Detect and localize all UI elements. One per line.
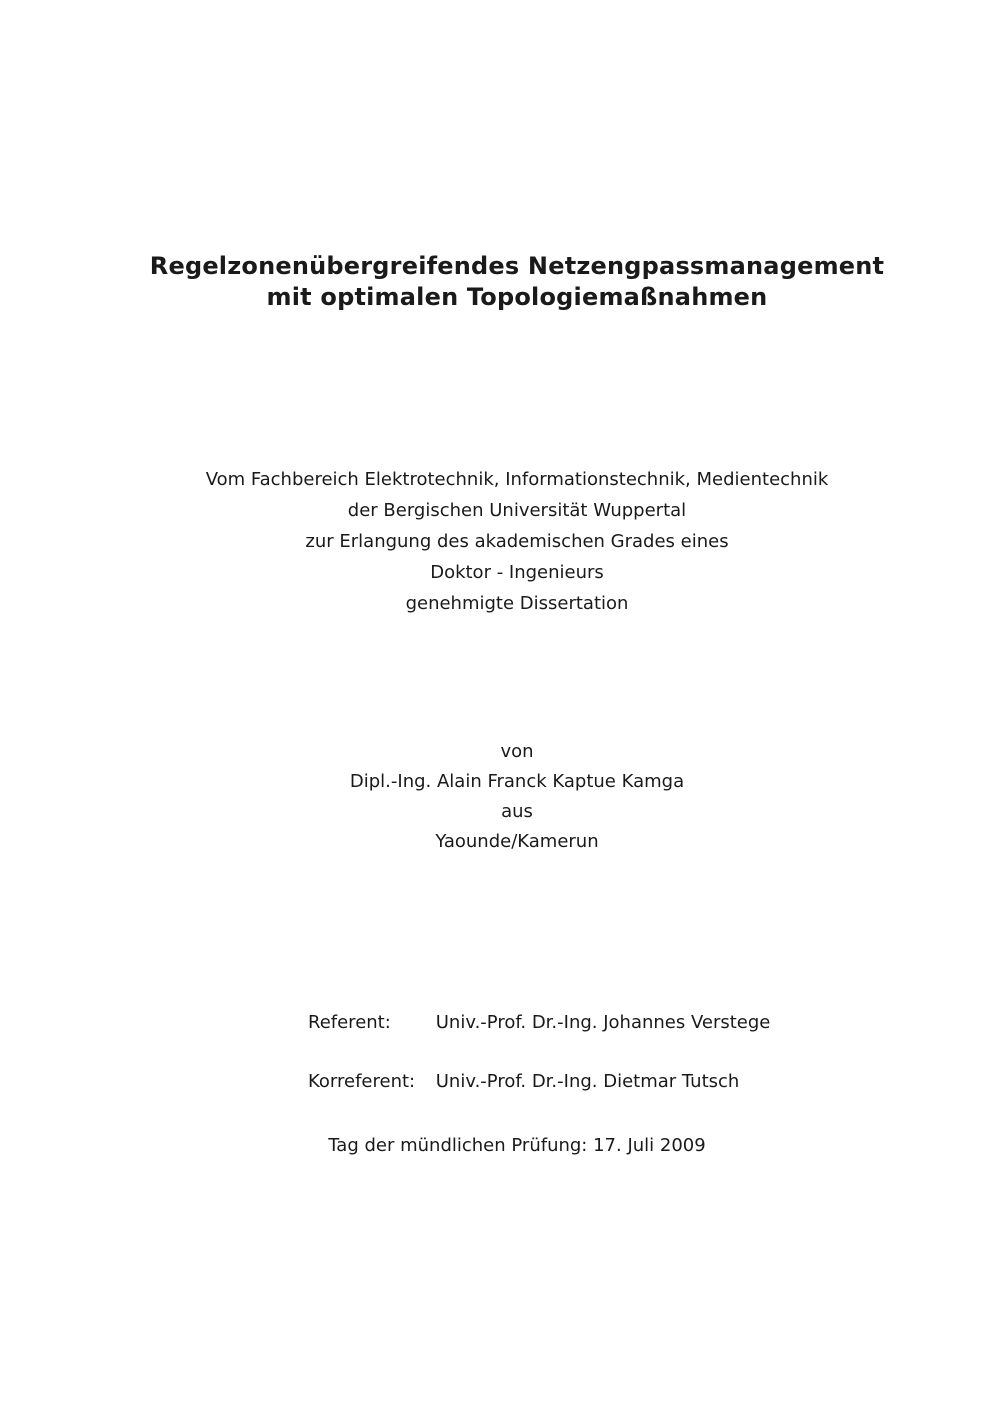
referent-name: Univ.-Prof. Dr.-Ing. Johannes Verstege [435,1012,771,1033]
korreferent-label: Korreferent: [308,1071,416,1092]
faculty-line-dissertation: genehmigte Dissertation [405,593,629,614]
referent-label: Referent: [308,1012,391,1033]
document-title-line-2: mit optimalen Topologiemaßnahmen [266,283,768,311]
referent-row [308,1011,770,1035]
korreferent-row [308,1070,739,1094]
faculty-line-degree-name: Doktor - Ingenieurs [430,562,604,583]
faculty-statement-block [34,464,1000,619]
author-preposition-von: von [500,741,534,762]
author-origin: Yaounde/Kamerun [435,831,599,852]
author-name: Dipl.-Ing. Alain Franck Kaptue Kamga [349,771,685,792]
author-preposition-aus: aus [501,801,533,822]
faculty-line-university: der Bergischen Universität Wuppertal [347,500,687,521]
faculty-line-degree-purpose: zur Erlangung des akademischen Grades eines [305,531,729,552]
author-block [34,737,1000,857]
korreferent-name: Univ.-Prof. Dr.-Ing. Dietmar Tutsch [435,1071,740,1092]
faculty-line-department: Vom Fachbereich Elektrotechnik, Informationstechnik, Medientechnik [205,469,829,490]
document-title [34,251,1000,313]
defense-date-line: Tag der mündlichen Prüfung: 17. Juli 2009 [328,1135,706,1156]
document-title-line-1: Regelzonenübergreifendes Netzengpassmanagement [149,252,885,280]
